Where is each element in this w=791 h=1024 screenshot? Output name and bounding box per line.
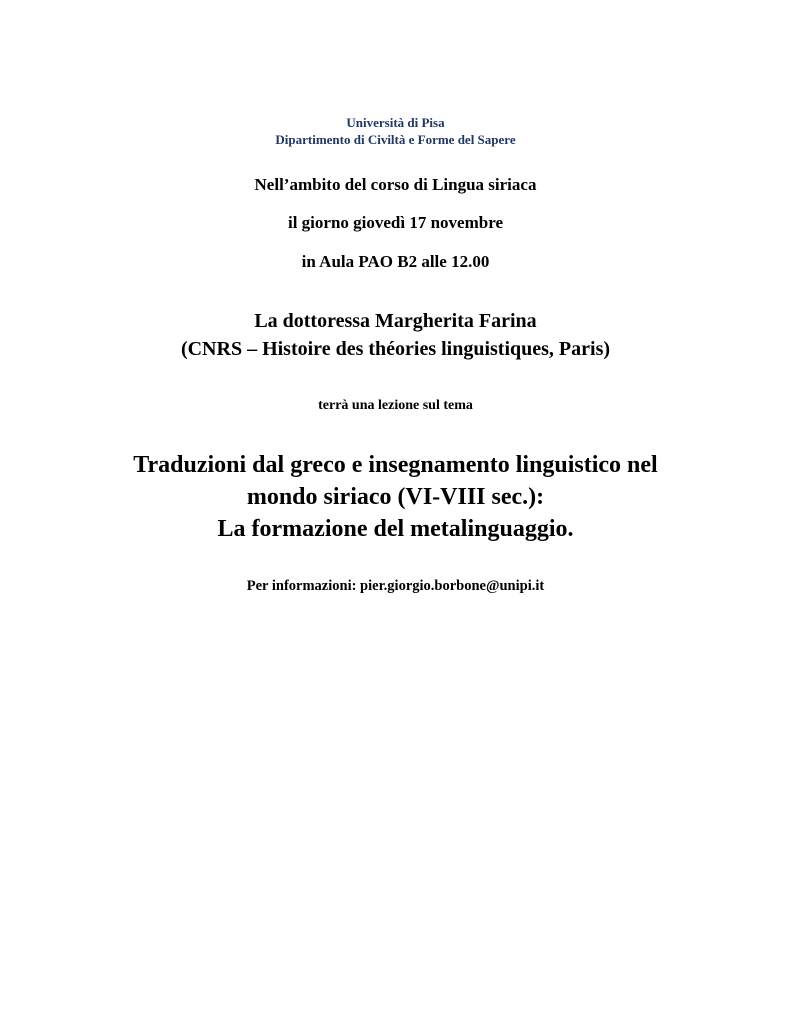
- lecture-title-line-3: La formazione del metalinguaggio.: [217, 516, 574, 542]
- speaker-name: La dottoressa Margherita Farina: [254, 310, 537, 332]
- department-name: Dipartimento di Civiltà e Forme del Sapere: [275, 132, 516, 147]
- place-time-line: in Aula PAO B2 alle 12.00: [301, 252, 490, 271]
- lecture-title-line-1: Traduzioni dal greco e insegnamento linguistico nel: [133, 452, 658, 478]
- contact-info: Per informazioni: pier.giorgio.borbone@unipi.it: [246, 578, 545, 594]
- speaker-affiliation: (CNRS – Histoire des théories linguistiques, Paris): [180, 338, 611, 360]
- lecture-intro: terrà una lezione sul tema: [318, 398, 473, 413]
- course-line: Nell’ambito del corso di Lingua siriaca: [254, 175, 537, 194]
- university-name: Università di Pisa: [346, 115, 445, 130]
- lecture-title-line-2: mondo siriaco (VI-VIII sec.):: [246, 484, 545, 510]
- date-line: il giorno giovedì 17 novembre: [287, 213, 503, 232]
